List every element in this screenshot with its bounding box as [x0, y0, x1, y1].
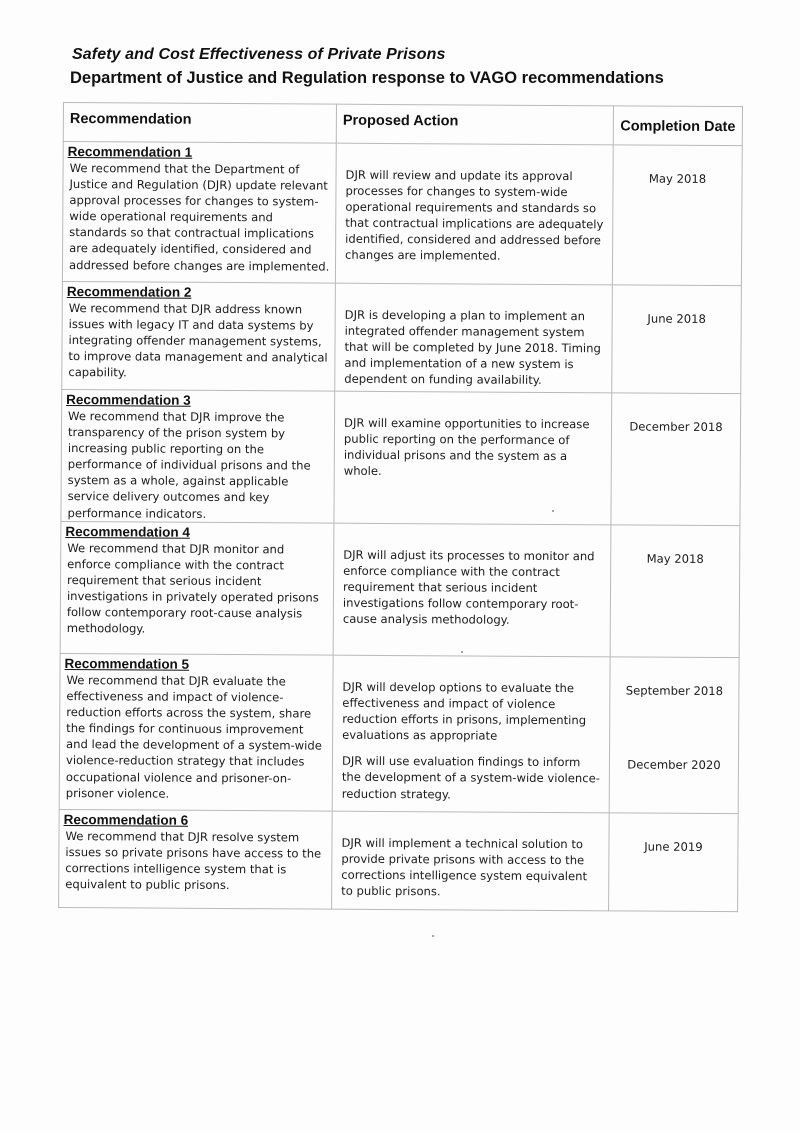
scan-speck [552, 510, 554, 512]
proposed-action-text: DJR will develop options to evaluate the effectiveness and impact of violence reduction efforts in prisons, implementing evaluations as appropriate [342, 679, 587, 743]
table-row [59, 809, 739, 911]
document-title: Safety and Cost Effectiveness of Private Prisons [72, 46, 446, 63]
proposed-action-text: DJR is developing a plan to implement an integrated offender management system that will be completed by June 2018. Timing and implementation of a new system is dependent on funding availability. [344, 307, 601, 388]
table-row [60, 521, 740, 657]
completion-date: December 2018 [629, 419, 723, 435]
scan-speck [432, 935, 434, 937]
action-cell [333, 523, 611, 657]
recommendation-text: We recommend that DJR resolve system issues so private prisons have access to the corrections intelligence system that is equivalent to public prisons. [65, 829, 322, 893]
completion-date: June 2018 [647, 311, 706, 326]
date-cell [612, 145, 742, 286]
proposed-action-text: DJR will implement a technical solution to provide private prisons with access to the corrections intelligence system equivalent to public prisons. [341, 835, 588, 899]
recommendation-cell [59, 809, 333, 909]
recommendation-heading: Recommendation 2 [66, 284, 192, 300]
header-completion-date: Completion Date [613, 106, 742, 146]
action-cell [332, 655, 610, 813]
recommendation-cell [62, 281, 336, 391]
recommendation-text: We recommend that DJR evaluate the effectiveness and impact of violence-reduction efforts across the system, share the findings for continuous improvement and lead the development of a system-wide violence-reduction strategy that includes occupational violence and prisoner-on-prisoner violence. [65, 673, 322, 801]
action-cell [332, 811, 610, 911]
date-cell [610, 525, 740, 658]
proposed-action-text: DJR will review and update its approval processes for changes to system-wide operational requirements and standards so that contractual implications are adequately identified, considered and addressed before changes are implemented. [345, 167, 604, 264]
completion-date: September 2018 [625, 683, 724, 699]
recommendation-text: We recommend that DJR improve the transparency of the prison system by increasing public reporting on the performance of individual prisons and the system as a whole, against applicable service delivery outcomes and key performance indicators. [67, 409, 311, 521]
recommendation-text: We recommend that DJR monitor and enforce compliance with the contract requirement that serious incident investigations in privately operated prisons follow contemporary root-cause analysis methodology. [66, 541, 319, 636]
date-cell [612, 285, 742, 394]
recommendation-heading: Recommendation 1 [67, 144, 193, 160]
recommendation-heading: Recommendation 3 [66, 392, 191, 408]
recommendation-cell [60, 521, 334, 655]
recommendation-text: We recommend that DJR address known issues with legacy IT and data systems by integrating offender management systems, to improve data management and analytical capability. [68, 301, 328, 380]
recommendation-heading: Recommendation 6 [63, 812, 189, 828]
recommendation-heading: Recommendation 4 [65, 524, 190, 540]
table-row [59, 653, 739, 813]
recommendation-cell [59, 653, 333, 811]
action-cell [335, 143, 613, 285]
proposed-action-text: DJR will examine opportunities to increase public reporting on the performance of individual prisons and the system as a whole. [343, 415, 590, 479]
action-cell [335, 283, 613, 393]
header-proposed-action: Proposed Action [336, 104, 613, 145]
table-row [61, 389, 741, 525]
recommendation-cell [61, 389, 335, 523]
completion-date: May 2018 [646, 551, 704, 566]
recommendation-cell [62, 142, 336, 284]
completion-date: May 2018 [648, 171, 707, 186]
date-cell [611, 393, 741, 526]
completion-date: June 2019 [644, 839, 703, 854]
action-cell [334, 391, 612, 525]
completion-date-secondary: December 2020 [627, 757, 721, 773]
scan-speck [461, 651, 463, 653]
date-cell [609, 813, 739, 912]
proposed-action-text: DJR will adjust its processes to monitor and enforce compliance with the contract requirement that serious incident investigations follow contemporary root-cause analysis methodology. [342, 547, 595, 628]
table-row [62, 281, 742, 393]
recommendation-text: We recommend that the Department of Justice and Regulation (DJR) update relevant approval processes for changes to system-wide operational requirements and standards so that contractual implications are adequately identified, considered and addressed before changes are implemented. [68, 161, 330, 274]
date-cell [609, 657, 739, 814]
header-recommendation: Recommendation [63, 103, 336, 144]
document-subtitle: Department of Justice and Regulation response to VAGO recommendations [70, 69, 664, 87]
recommendations-table [58, 102, 743, 912]
recommendation-heading: Recommendation 5 [64, 656, 190, 672]
table-header-row [63, 103, 742, 146]
proposed-action-text-secondary: DJR will use evaluation findings to inform the development of a system-wide violence-reduction strategy. [341, 754, 600, 801]
table-row [62, 142, 742, 286]
